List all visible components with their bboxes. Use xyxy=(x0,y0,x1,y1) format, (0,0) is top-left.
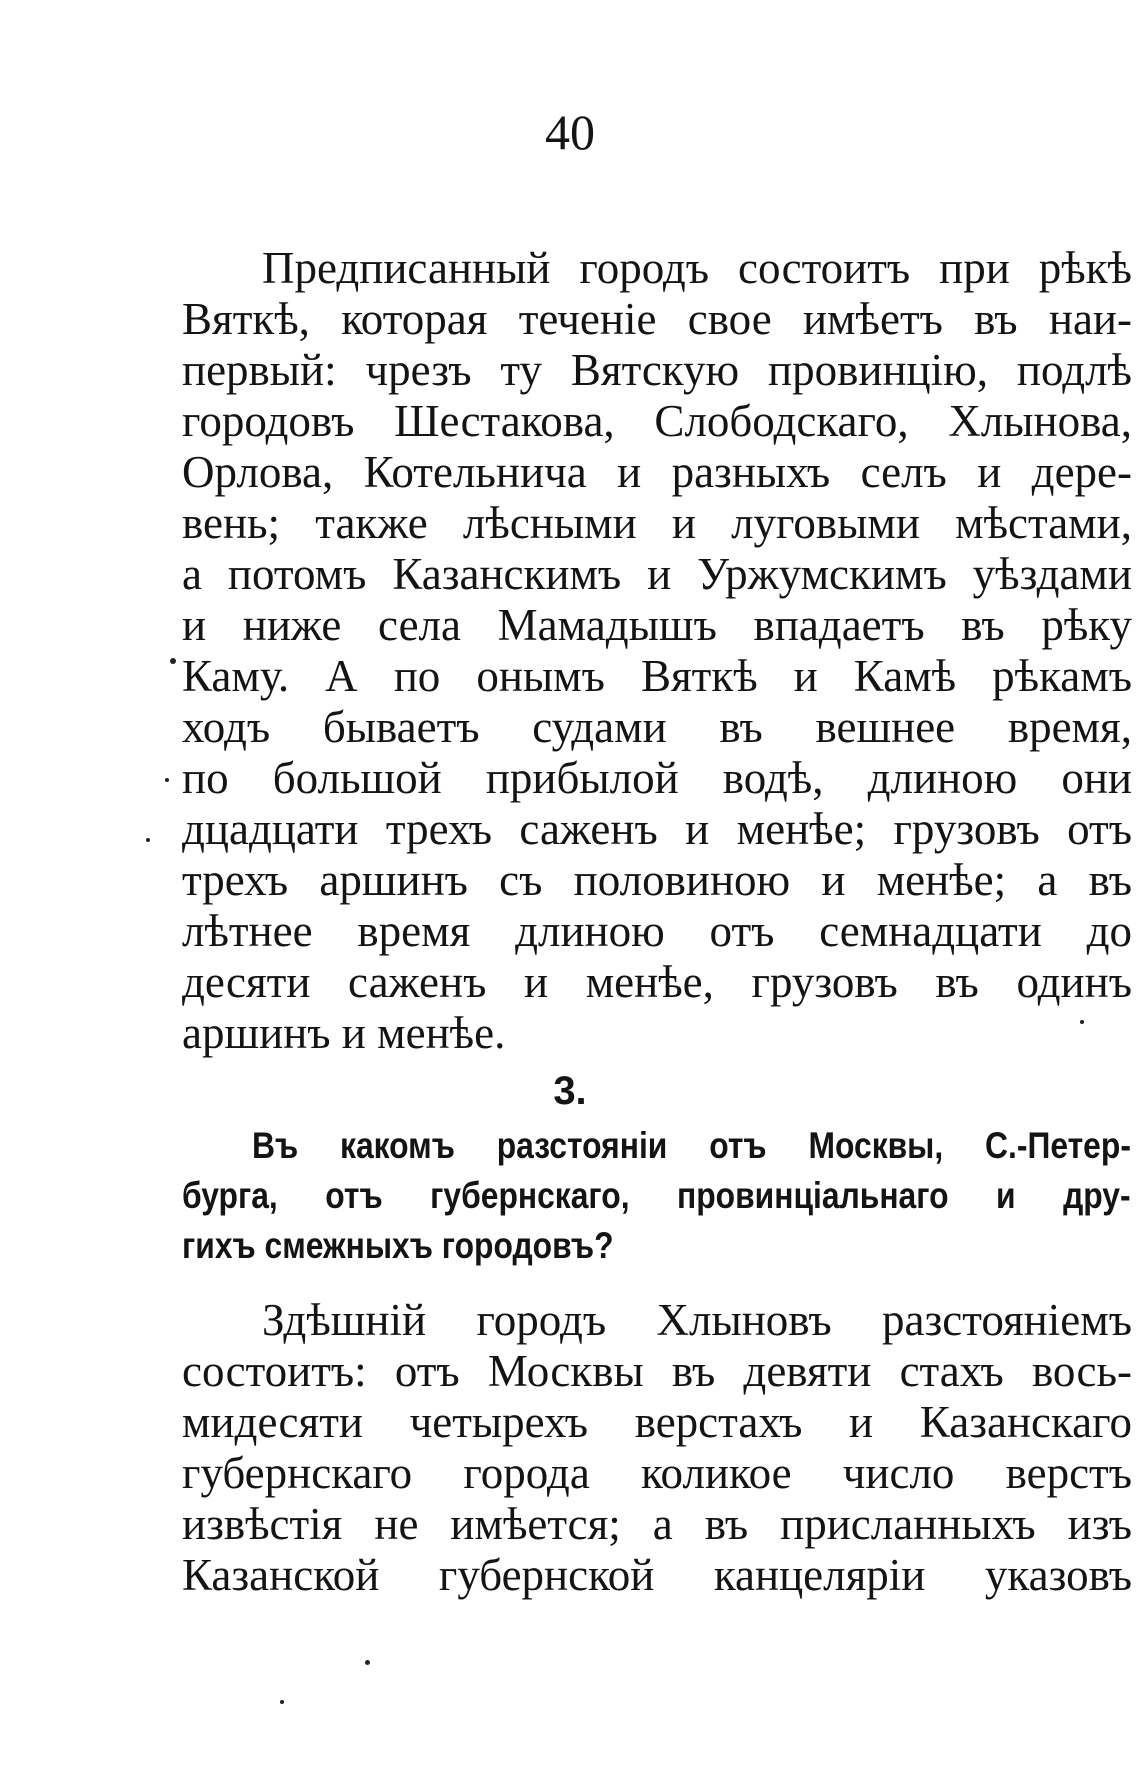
page-number: 40 xyxy=(545,104,595,160)
heading-line: гихъ смежныхъ городовъ? xyxy=(182,1225,614,1266)
text-line: Здѣшній городъ Хлыновъ разстояніемъ xyxy=(262,1295,1132,1345)
print-speck xyxy=(365,1660,370,1665)
print-speck xyxy=(170,658,176,664)
print-speck xyxy=(146,838,150,842)
text-line: Каму. А по онымъ Вяткѣ и Камѣ рѣкамъ xyxy=(182,651,1132,701)
heading-line: Въ какомъ разстояніи отъ Москвы, С.-Петер- xyxy=(252,1125,1131,1166)
heading-line: бурга, отъ губернскаго, провинціальнаго и дру- xyxy=(182,1175,1131,1216)
text-line: лѣтнее время длиною отъ семнадцати до xyxy=(182,906,1132,956)
text-line: первый: чрезъ ту Вятскую провинцію, подлѣ xyxy=(182,345,1132,395)
print-speck xyxy=(280,1700,284,1704)
text-line: ходъ бываетъ судами въ вешнее время, xyxy=(182,702,1132,752)
section-number: 3. xyxy=(553,1069,587,1113)
text-line: аршинъ и менѣе. xyxy=(182,1008,506,1058)
text-line: и ниже села Мамадышъ впадаетъ въ рѣку xyxy=(182,600,1132,650)
text-line: Орлова, Котельнича и разныхъ селъ и дере- xyxy=(182,447,1132,497)
text-line: дцадцати трехъ саженъ и менѣе; грузовъ отъ xyxy=(182,804,1132,854)
text-line: десяти саженъ и менѣе, грузовъ въ одинъ xyxy=(182,957,1132,1007)
text-line: трехъ аршинъ съ половиною и менѣе; а въ xyxy=(182,855,1132,905)
text-line: Вяткѣ, которая теченіе свое имѣетъ въ наи- xyxy=(182,294,1132,344)
text-line: вень; также лѣсными и луговыми мѣстами, xyxy=(182,498,1132,548)
text-line: губернскаго города коликое число верстъ xyxy=(182,1448,1132,1498)
print-speck xyxy=(165,778,169,782)
text-line: Предписанный городъ состоитъ при рѣкѣ xyxy=(262,243,1132,293)
print-speck xyxy=(1080,1020,1084,1024)
text-line: городовъ Шестакова, Слободскаго, Хлынова, xyxy=(182,396,1132,446)
text-line: состоитъ: отъ Москвы въ девяти стахъ вось- xyxy=(182,1346,1132,1396)
text-line: по большой прибылой водѣ, длиною они xyxy=(182,753,1132,803)
text-line: а потомъ Казанскимъ и Уржумскимъ уѣздами xyxy=(182,549,1132,599)
text-line: извѣстія не имѣется; а въ присланныхъ изъ xyxy=(182,1499,1132,1549)
text-line: мидесяти четырехъ верстахъ и Казанскаго xyxy=(182,1397,1132,1447)
text-line: Казанской губернской канцеляріи указовъ xyxy=(182,1550,1132,1600)
